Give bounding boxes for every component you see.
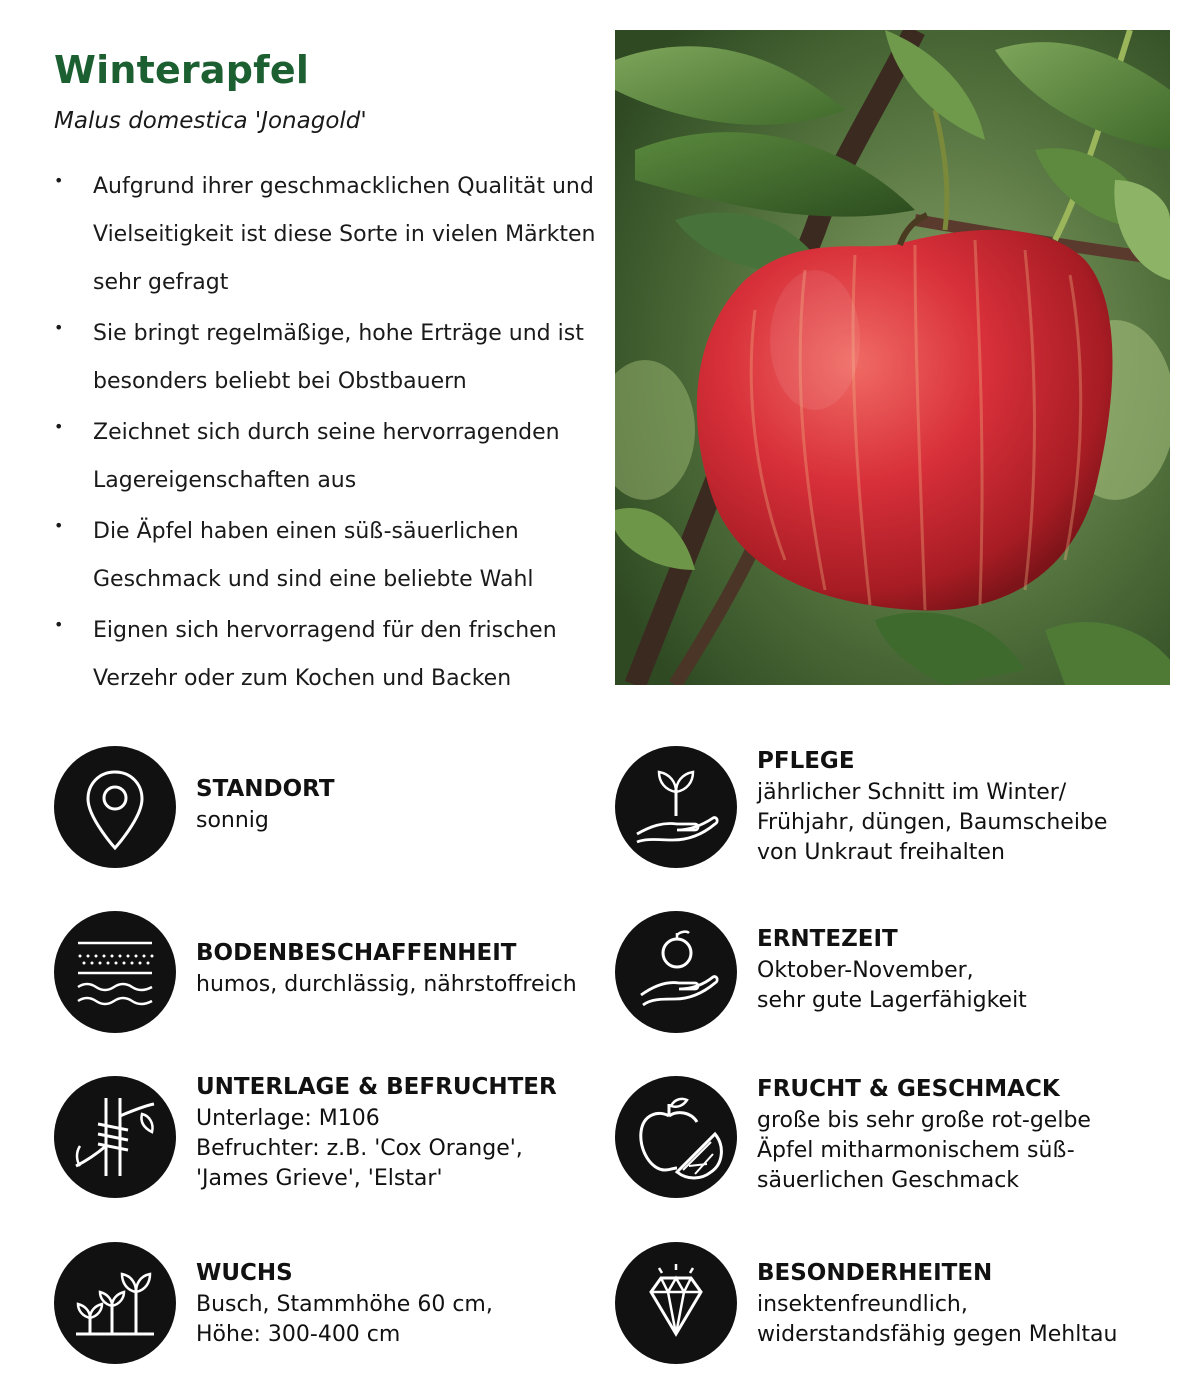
feature-desc: 'James Grieve', 'Elstar'	[196, 1166, 443, 1191]
feature-desc: säuerlichen Geschmack	[757, 1168, 1020, 1193]
feature-title: STANDORT	[196, 776, 335, 802]
bullet-item: • Die Äpfel haben einen süß-säuerlichen Geschmack und sind eine beliebte Wahl	[54, 508, 599, 604]
botanical-name: Malus domestica 'Jonagold'	[54, 108, 367, 134]
feature-desc: Höhe: 300-400 cm	[196, 1322, 401, 1347]
apple-citrus-icon	[615, 1076, 737, 1198]
diamond-icon	[615, 1242, 737, 1364]
feature-desc: jährlicher Schnitt im Winter/	[757, 780, 1067, 805]
feature-bullet-list	[54, 163, 599, 706]
feature-desc: Unterlage: M106	[196, 1106, 380, 1131]
feature-desc: widerstandsfähig gegen Mehltau	[757, 1322, 1118, 1347]
tree-graft-icon	[54, 1076, 176, 1198]
feature-desc: von Unkraut freihalten	[757, 840, 1005, 865]
feature-desc: große bis sehr große rot-gelbe	[757, 1108, 1091, 1133]
feature-desc: Busch, Stammhöhe 60 cm,	[196, 1292, 493, 1317]
location-pin-icon	[54, 746, 176, 868]
feature-desc: Äpfel mitharmonischem süß-	[757, 1138, 1075, 1163]
apple-illustration	[615, 30, 1170, 685]
feature-desc: humos, durchlässig, nährstoffreich	[196, 972, 577, 997]
feature-title: BESONDERHEITEN	[757, 1260, 993, 1286]
feature-desc: Befruchter: z.B. 'Cox Orange',	[196, 1136, 523, 1161]
bullet-item: • Eignen sich hervorragend für den frischen Verzehr oder zum Kochen und Backen	[54, 607, 599, 703]
feature-title: BODENBESCHAFFENHEIT	[196, 940, 517, 966]
feature-desc: insektenfreundlich,	[757, 1292, 968, 1317]
soil-layers-icon	[54, 911, 176, 1033]
hand-plant-icon	[615, 746, 737, 868]
feature-title: FRUCHT & GESCHMACK	[757, 1076, 1060, 1102]
feature-title: ERNTEZEIT	[757, 926, 898, 952]
apple-photo	[615, 30, 1170, 685]
feature-desc: sonnig	[196, 808, 269, 833]
feature-title: WUCHS	[196, 1260, 293, 1286]
page-title: Winterapfel	[54, 48, 310, 92]
hand-fruit-icon	[615, 911, 737, 1033]
bullet-item: • Aufgrund ihrer geschmacklichen Qualität und Vielseitigkeit ist diese Sorte in vielen Märkten sehr gefragt	[54, 163, 599, 307]
feature-desc: Oktober-November,	[757, 958, 974, 983]
bullet-item: • Zeichnet sich durch seine hervorragenden Lagereigenschaften aus	[54, 409, 599, 505]
bullet-item: • Sie bringt regelmäßige, hohe Erträge und ist besonders beliebt bei Obstbauern	[54, 310, 599, 406]
feature-title: UNTERLAGE & BEFRUCHTER	[196, 1074, 557, 1100]
feature-desc: Frühjahr, düngen, Baumscheibe	[757, 810, 1108, 835]
seedlings-icon	[54, 1242, 176, 1364]
feature-desc: sehr gute Lagerfähigkeit	[757, 988, 1027, 1013]
feature-title: PFLEGE	[757, 748, 855, 774]
